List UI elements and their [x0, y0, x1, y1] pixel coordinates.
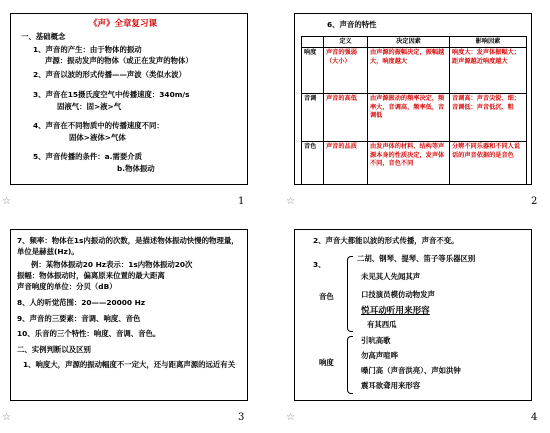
- text-line: 振幅：物体振动时，偏离原来位置的最大距离: [17, 271, 165, 280]
- table-cell: 声音的品质: [324, 142, 368, 185]
- slide-heading: 6、声音的特性: [327, 20, 377, 29]
- table-cell: 分辨不同乐器和不同人说话的声音依据的是音色: [450, 142, 527, 185]
- text-line: 例：某物体振动20 Hz表示：1s内物体振动20次: [31, 260, 193, 269]
- list-item: 二胡、钢琴、提琴、笛子等乐器区别: [357, 254, 476, 263]
- properties-table: [301, 36, 527, 185]
- table-header-row: [302, 37, 527, 48]
- slide-3[interactable]: [10, 229, 248, 401]
- group-label: 响度: [319, 358, 334, 367]
- table-cell: 音调高：声音尖锐、细；音调低：声音低沉、粗: [450, 94, 527, 142]
- text-line: 5、声音传播的条件：a.需要介质: [33, 152, 143, 161]
- star-icon: ☆: [286, 412, 295, 423]
- text-line: 1、声音的产生：由于物体的振动: [33, 45, 142, 54]
- star-icon: ☆: [286, 196, 295, 207]
- bracket-shape: [347, 256, 353, 332]
- table-cell: 声音的强弱（大小）: [324, 48, 368, 94]
- page-number: 1: [238, 196, 245, 207]
- text-line: 声源：振动发声的物体（或正在发声的物体）: [45, 56, 193, 65]
- list-item: 震耳欲聋用来形容: [361, 381, 421, 390]
- table-cell: 声音的高低: [324, 94, 368, 142]
- text-line: 3、声音在15摄氏度空气中传播速度：340m/s: [33, 90, 190, 99]
- table-cell: 由声源振动的频率决定，频率大，音调高，频率低，音调低: [368, 94, 450, 142]
- page-number: 3: [238, 412, 245, 423]
- slide-2[interactable]: [294, 13, 532, 185]
- list-item: 勿高声喧哗: [361, 351, 398, 360]
- section-heading: 二、实例判断以及区别: [17, 345, 91, 354]
- list-item: 引吭高歌: [361, 336, 391, 345]
- text-line: 固体>液体>气体: [69, 133, 126, 142]
- slide-title: 《声》全章复习课: [89, 19, 158, 29]
- text-line: 固液气：固>液>气: [57, 102, 122, 111]
- table-cell: 由发声体的材料、结构等声源本身的性质决定，发声体不同，音色不同: [368, 142, 450, 185]
- table-cell: 音色: [302, 142, 324, 185]
- table-cell: 由声源的振幅决定，振幅越大，响度越大: [368, 48, 450, 94]
- table-cell: 响度: [302, 48, 324, 94]
- page-number: 2: [531, 196, 538, 207]
- star-icon: ☆: [2, 196, 11, 207]
- text-line: 1、响度大，声源的振动幅度不一定大，还与距离声源的远近有关: [23, 360, 236, 369]
- text-line: 8、人的听觉范围：20——20000 Hz: [17, 298, 146, 307]
- table-header-cell: 定义: [324, 37, 368, 48]
- text-line: 9、声音的三要素：音调、响度、音色: [17, 314, 141, 323]
- list-item: 口技演员模仿动物发声: [361, 290, 435, 299]
- list-item: 嗓门高（声音洪亮）、声如洪钟: [361, 366, 461, 375]
- page-number: 4: [531, 412, 538, 423]
- table-header-cell: [302, 37, 324, 48]
- star-icon: ☆: [2, 412, 11, 423]
- list-item: 未见其人先闻其声: [361, 272, 421, 281]
- table-cell: 响度大：发声体振幅大；距声源越近响度越大: [450, 48, 527, 94]
- slide-4[interactable]: [294, 229, 532, 401]
- table-row: [302, 48, 527, 94]
- list-item: 有其西瓜: [367, 320, 397, 329]
- text-line: 4、声音在不同物质中的传播速度不同：: [33, 121, 164, 130]
- text-line: 7、频率：物体在1s内振动的次数，是描述物体振动快慢的物理量，单位是赫兹(Hz)。: [17, 236, 239, 256]
- text-line: 2、声音大都能以波的形式传播，声音不变。: [313, 236, 459, 245]
- list-item: 悦耳动听用来形容: [361, 306, 430, 316]
- table-row: [302, 94, 527, 142]
- bracket-shape: [347, 336, 353, 394]
- table-row: [302, 142, 527, 185]
- text-line: b.物体振动: [117, 164, 155, 173]
- table-cell: 音调: [302, 94, 324, 142]
- item-number: 3、: [313, 260, 326, 269]
- text-line: 2、声音以波的形式传播——声波（类似水波）: [33, 70, 186, 79]
- group-label: 音色: [319, 292, 334, 301]
- slide-1[interactable]: [10, 13, 248, 185]
- section-heading: 一、基础概念: [21, 32, 66, 41]
- text-line: 10、乐音的三个特性：响度、音调、音色。: [17, 329, 161, 338]
- table-header-cell: 影响因素: [450, 37, 527, 48]
- table-header-cell: 决定因素: [368, 37, 450, 48]
- text-line: 声音响度的单位：分贝（dB）: [17, 282, 117, 291]
